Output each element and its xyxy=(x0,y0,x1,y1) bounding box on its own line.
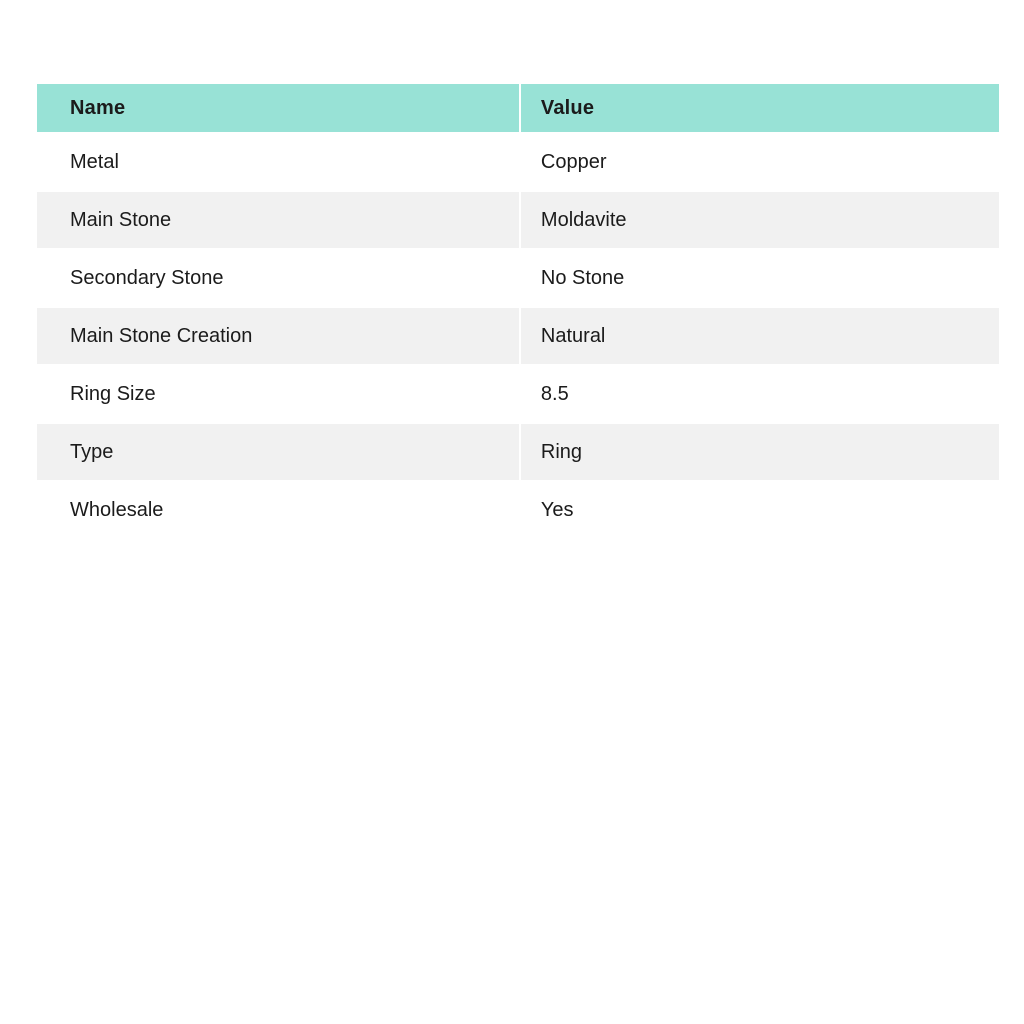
attribute-name: Metal xyxy=(37,134,519,190)
table-row xyxy=(37,366,999,422)
table-header-row xyxy=(37,84,999,132)
attribute-name: Wholesale xyxy=(37,482,519,538)
attribute-value: Natural xyxy=(521,308,999,364)
attribute-value: 8.5 xyxy=(521,366,999,422)
attribute-value: Ring xyxy=(521,424,999,480)
table-row xyxy=(37,482,999,538)
table-row xyxy=(37,250,999,306)
attribute-name: Main Stone xyxy=(37,192,519,248)
attribute-value: No Stone xyxy=(521,250,999,306)
table-header xyxy=(37,84,999,132)
attribute-name: Main Stone Creation xyxy=(37,308,519,364)
attribute-value: Copper xyxy=(521,134,999,190)
table-body xyxy=(37,134,999,538)
attribute-value: Yes xyxy=(521,482,999,538)
table-row xyxy=(37,192,999,248)
column-header-value: Value xyxy=(521,84,999,132)
table-row xyxy=(37,424,999,480)
table-row xyxy=(37,308,999,364)
product-attributes-table xyxy=(35,82,1001,540)
table-row xyxy=(37,134,999,190)
attribute-name: Type xyxy=(37,424,519,480)
attribute-name: Ring Size xyxy=(37,366,519,422)
column-header-name: Name xyxy=(37,84,519,132)
attribute-value: Moldavite xyxy=(521,192,999,248)
attribute-name: Secondary Stone xyxy=(37,250,519,306)
